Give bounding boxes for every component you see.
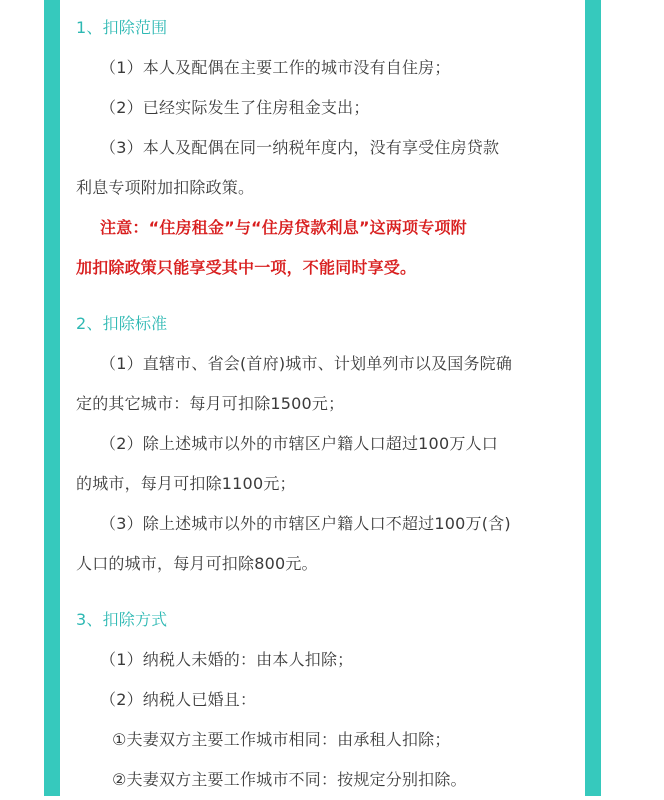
- section-1-title: 1、扣除范围: [76, 18, 168, 37]
- section-1-line-2: （2）已经实际发生了住房租金支出；: [100, 98, 370, 117]
- section-2-line-5: （3）除上述城市以外的市辖区户籍人口不超过100万(含): [100, 514, 511, 533]
- section-gap: [76, 584, 569, 600]
- section-2-line-1: （1）直辖市、省会(首府)城市、计划单列市以及国务院确: [100, 354, 513, 373]
- document-content: [76, 8, 569, 800]
- section-1-notice-2: 加扣除政策只能享受其中一项，不能同时享受。: [76, 258, 417, 277]
- section-2-line-3: （2）除上述城市以外的市辖区户籍人口超过100万人口: [100, 434, 498, 453]
- section-1-line-1: （1）本人及配偶在主要工作的城市没有自住房；: [100, 58, 451, 77]
- section-3-line-1: （1）纳税人未婚的：由本人扣除；: [100, 650, 354, 669]
- section-2-line-6: 人口的城市，每月可扣除800元。: [76, 554, 318, 573]
- section-3-line-4: ②夫妻双方主要工作城市不同：按规定分别扣除。: [112, 770, 467, 789]
- section-1-notice-1: 注意：“住房租金”与“住房贷款利息”这两项专项附: [100, 218, 467, 237]
- section-3-line-2: （2）纳税人已婚且：: [100, 690, 257, 709]
- section-1-line-4: 利息专项附加扣除政策。: [76, 178, 255, 197]
- document-frame: [44, 0, 601, 796]
- section-gap: [76, 288, 569, 304]
- section-2-line-2: 定的其它城市：每月可扣除1500元；: [76, 394, 345, 413]
- section-1-line-3: （3）本人及配偶在同一纳税年度内，没有享受住房贷款: [100, 138, 500, 157]
- section-3-line-3: ①夫妻双方主要工作城市相同：由承租人扣除；: [112, 730, 451, 749]
- section-2-title: 2、扣除标准: [76, 314, 168, 333]
- section-2-line-4: 的城市，每月可扣除1100元；: [76, 474, 296, 493]
- section-3-title: 3、扣除方式: [76, 610, 168, 629]
